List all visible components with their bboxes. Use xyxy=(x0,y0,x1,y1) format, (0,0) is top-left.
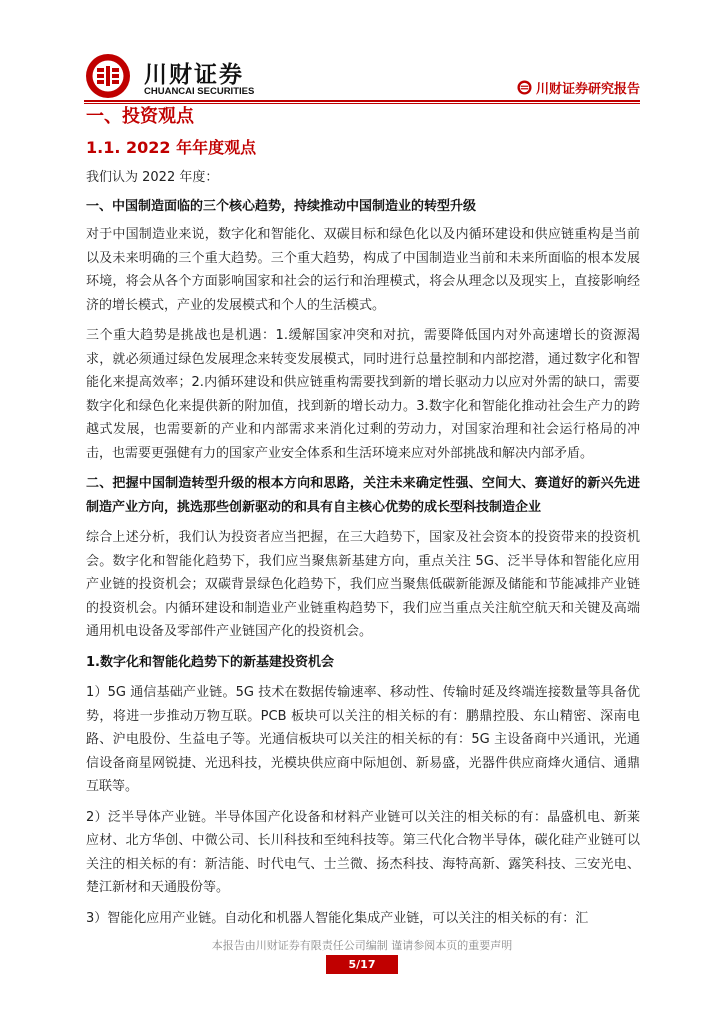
chuancai-logo-icon xyxy=(84,52,132,100)
point2-paragraph-1: 综合上述分析，我们认为投资者应当把握，在三大趋势下，国家及社会资本的投资带来的投资机会。数字化和智能化趋势下，我们应当聚焦新基建方向，重点关注 5G、泛半导体和智能化应用产业链的投资机会；双碳背景绿色化趋势下，我们应当聚焦低碳新能源及储能和节能减排产业链的投资机会。内循环建设和制造业产业链重构趋势下，我们应当重点关注航空航天和关键及高端通用机电设备及零部件产业链国产化的投资机会。 xyxy=(86,530,640,639)
sub1-heading: 1.数字化和智能化趋势下的新基建投资机会 xyxy=(86,654,334,670)
logo-text-en: CHUANCAI SECURITIES xyxy=(144,86,255,97)
report-title-block xyxy=(517,77,640,97)
item-intelligent-application: 3）智能化应用产业链。自动化和机器人智能化集成产业链，可以关注的相关标的有：汇 xyxy=(86,910,589,926)
intro-paragraph: 我们认为 2022 年度： xyxy=(86,170,219,185)
report-title: 川财证券研究报告 xyxy=(535,81,640,97)
point2-heading: 二、把握中国制造转型升级的根本方向和思路，关注未来确定性强、空间大、赛道好的新兴先进制造产业方向，挑选那些创新驱动的和具有自主核心优势的成长型科技制造企业 xyxy=(86,476,640,515)
logo-text-cn: 川财证券 xyxy=(144,62,244,88)
point1-paragraph-2: 三个重大趋势是挑战也是机遇：1.缓解国家冲突和对抗，需要降低国内对外高速增长的资源渴求，就必须通过绿色发展理念来转变发展模式，同时进行总量控制和内部挖潜，通过数字化和智能化来提高效率；2.内循环建设和供应链重构需要找到新的增长驱动力以应对外需的缺口，需要数字化和绿色化来提供新的附加值，找到新的增长动力。3.数字化和智能化推动社会生产力的跨越式发展，也需要新的产业和内部需求来消化过剩的劳动力，对国家治理和社会运行格局的冲击，也需要更强健有力的国家产业安全体系和生活环境来应对外部挑战和解决内部矛盾。 xyxy=(86,328,640,461)
item-semiconductor: 2）泛半导体产业链。半导体国产化设备和材料产业链可以关注的相关标的有：晶盛机电、新莱应材、北方华创、中微公司、长川科技和至纯科技等。第三代化合物半导体，碳化硅产业链可以关注的相关标的有：新洁能、时代电气、士兰微、扬杰科技、海特高新、露笑科技、三安光电、楚江新材和天通股份等。 xyxy=(86,809,640,895)
item-5g: 1）5G 通信基础产业链。5G 技术在数据传输速率、移动性、传输时延及终端连接数量等具备优势，将进一步推动万物互联。PCB 板块可以关注的相关标的有：鹏鼎控股、东山精密、深南电路、沪电股份、生益电子等。光通信板块可以关注的相关标的有：5G 主设备商中兴通讯，光通信设备商星网锐捷、光迅科技，光模块供应商中际旭创、新易盛，光器件供应商烽火通信、通鼎互联等。 xyxy=(86,685,640,794)
point1-heading: 一、中国制造面临的三个核心趋势，持续推动中国制造业的转型升级 xyxy=(86,198,477,214)
footer-disclaimer: 本报告由川财证券有限责任公司编制 谨请参阅本页的重要声明 xyxy=(211,939,513,952)
chuancai-mini-logo-icon xyxy=(517,80,532,95)
page-header xyxy=(84,52,640,100)
main-content xyxy=(86,104,640,930)
section-subtitle: 1.1. 2022 年年度观点 xyxy=(86,138,257,157)
point1-paragraph-1: 对于中国制造业来说，数字化和智能化、双碳目标和绿色化以及内循环建设和供应链重构是当前以及未来明确的三个重大趋势。三个重大趋势，构成了中国制造业当前和未来所面临的根本发展环境，将会从各个方面影响国家和社会的运行和治理模式，将会从理念以及现实上，直接影响经济的增长模式，产业的发展模式和个人的生活模式。 xyxy=(86,227,640,313)
page-number: 5/17 xyxy=(326,955,398,974)
header-divider xyxy=(84,100,640,102)
section-title: 一、投资观点 xyxy=(86,106,194,127)
